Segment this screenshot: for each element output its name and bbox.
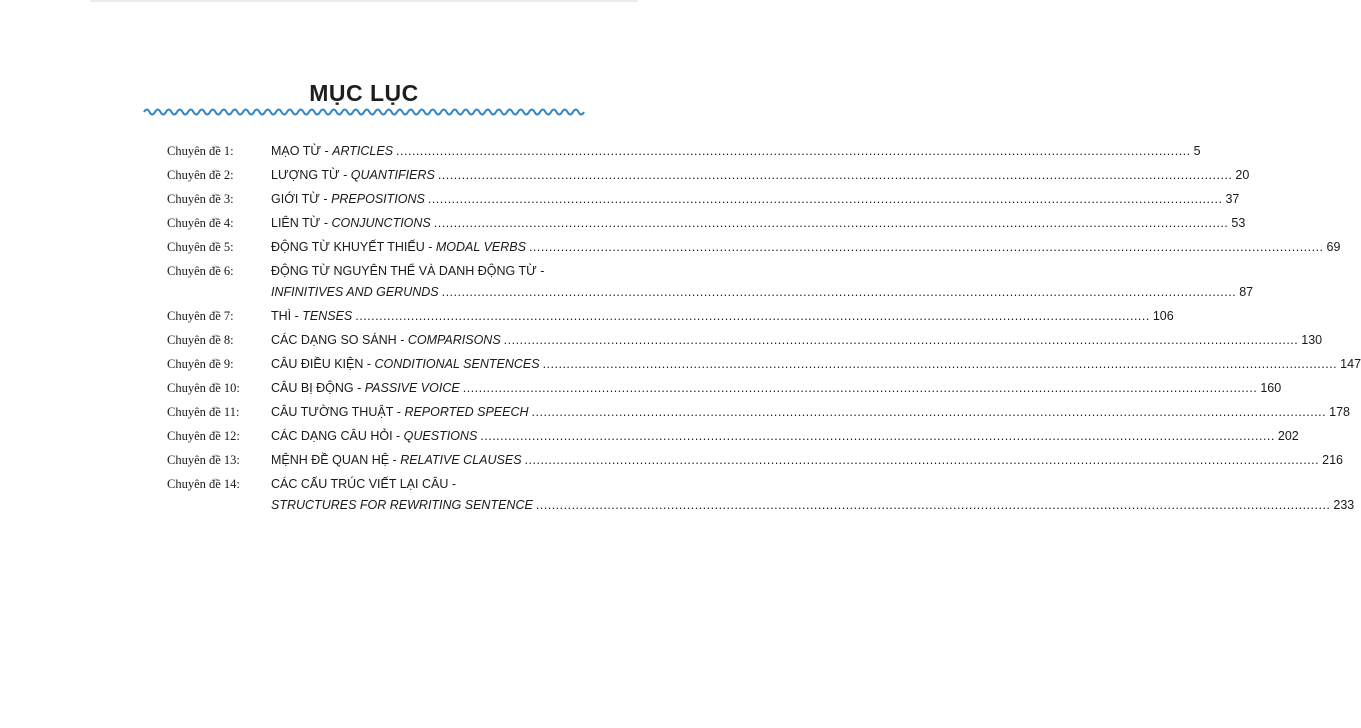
toc-entry-page-number: 69: [1326, 240, 1341, 254]
title-separator: -: [392, 429, 404, 443]
toc-entry-label: Chuyên đề 6:: [167, 264, 234, 278]
leader-dots: ........................................................................................................................................................................................................: [528, 240, 1324, 254]
leader-dots: ........................................................................................................................................................................................................: [355, 309, 1150, 323]
title-separator: -: [353, 381, 365, 395]
toc-entry-label: Chuyên đề 13:: [167, 453, 240, 467]
toc-entry: [0, 264, 1254, 299]
page-top-edge: [90, 0, 638, 2]
title-separator: -: [291, 309, 303, 323]
toc-entry-line: [271, 357, 1361, 371]
toc-entry-label: Chuyên đề 14:: [167, 477, 240, 491]
toc-entry-page-number: 106: [1152, 309, 1174, 323]
leader-dots: ........................................................................................................................................................................................................: [503, 333, 1299, 347]
title-separator: -: [389, 453, 401, 467]
wave-divider: [144, 106, 584, 118]
toc-entry-english-title: TENSES: [302, 309, 353, 323]
toc-entry-label: Chuyên đề 5:: [167, 240, 234, 254]
toc-entry: [0, 333, 1323, 357]
toc-entry-line: [271, 216, 1246, 230]
title-separator: -: [339, 168, 351, 182]
toc-entry-english-title: CONDITIONAL SENTENCES: [374, 357, 540, 371]
toc-entry-label: Chuyên đề 8:: [167, 333, 234, 347]
toc-entry: [0, 453, 1343, 477]
toc-entry-page-number: 160: [1260, 381, 1282, 395]
title-separator: -: [393, 405, 405, 419]
toc-entry-page-number: 37: [1225, 192, 1240, 206]
title-separator: -: [321, 144, 333, 158]
toc-entry-page-number: 202: [1277, 429, 1299, 443]
toc-entry-line: [271, 168, 1250, 182]
toc-entry-first-line: [271, 477, 459, 491]
title-separator: -: [448, 477, 460, 491]
leader-dots: ........................................................................................................................................................................................................: [433, 216, 1229, 230]
toc-entry-line: [271, 192, 1240, 206]
toc-entry-vietnamese-title: LƯỢNG TỪ: [271, 168, 340, 182]
toc-entry-english-title: REPORTED SPEECH: [404, 405, 529, 419]
toc-entry-english-title: MODAL VERBS: [435, 240, 526, 254]
page-title: MỤC LỤC: [309, 80, 419, 106]
toc-entry-line: [271, 309, 1174, 323]
leader-dots: ........................................................................................................................................................................................................: [396, 144, 1191, 158]
toc-entry: [0, 309, 1174, 333]
toc-entry-english-title: STRUCTURES FOR REWRITING SENTENCE: [271, 498, 533, 512]
toc-entry-label: Chuyên đề 3:: [167, 192, 234, 206]
toc-entry-page-number: 130: [1301, 333, 1323, 347]
toc-entry-page-number: 87: [1239, 285, 1254, 299]
toc-entry: [0, 192, 1240, 216]
leader-dots: ........................................................................................................................................................................................................: [542, 357, 1338, 371]
leader-dots: ........................................................................................................................................................................................................: [462, 381, 1258, 395]
title-separator: -: [320, 216, 332, 230]
toc-entry-line: [271, 381, 1282, 395]
toc-entry-second-line: [271, 285, 1254, 299]
toc-entry-line: [271, 144, 1201, 158]
toc-entry-english-title: PASSIVE VOICE: [364, 381, 460, 395]
title-separator: -: [396, 333, 408, 347]
toc-entry-vietnamese-title: GIỚI TỪ: [271, 192, 320, 206]
toc-entry-english-title: PREPOSITIONS: [331, 192, 425, 206]
title-separator: -: [424, 240, 436, 254]
toc-entry: [0, 405, 1350, 429]
toc-entry-label: Chuyên đề 2:: [167, 168, 234, 182]
toc-entry-vietnamese-title: CÂU ĐIỀU KIỆN: [271, 357, 364, 371]
toc-entry-page-number: 20: [1235, 168, 1250, 182]
leader-dots: ........................................................................................................................................................................................................: [427, 192, 1223, 206]
toc-entry-vietnamese-title: LIÊN TỪ: [271, 216, 321, 230]
toc-entry-line: [271, 333, 1323, 347]
title-separator: -: [319, 192, 332, 206]
toc-entry-label: Chuyên đề 1:: [167, 144, 234, 158]
leader-dots: ........................................................................................................................................................................................................: [441, 285, 1237, 299]
toc-entry-second-line: [271, 498, 1355, 512]
toc-entry: [0, 357, 1361, 381]
toc-entry-line: [271, 429, 1299, 443]
toc-entry-vietnamese-title: THÌ: [271, 309, 292, 323]
toc-entry-english-title: INFINITIVES AND GERUNDS: [271, 285, 439, 299]
toc-entry-page-number: 147: [1340, 357, 1361, 371]
toc-entry-vietnamese-title: MẠO TỪ: [271, 144, 322, 158]
toc-entry-line: [271, 405, 1350, 419]
toc-entry-page-number: 178: [1329, 405, 1350, 419]
toc-entry-page-number: 216: [1322, 453, 1343, 467]
toc-entry: [0, 216, 1246, 240]
toc-entry-vietnamese-title: CÁC CẤU TRÚC VIẾT LẠI CÂU: [271, 477, 449, 491]
toc-entry-english-title: RELATIVE CLAUSES: [400, 453, 522, 467]
toc-entry-english-title: CONJUNCTIONS: [331, 216, 431, 230]
toc-entry: [0, 168, 1250, 192]
leader-dots: ........................................................................................................................................................................................................: [531, 405, 1327, 419]
leader-dots: ........................................................................................................................................................................................................: [437, 168, 1233, 182]
title-separator: -: [363, 357, 375, 371]
toc-entry-page-number: 53: [1231, 216, 1246, 230]
toc-entry: [0, 477, 1355, 512]
toc-entry-vietnamese-title: ĐỘNG TỪ KHUYẾT THIẾU: [271, 240, 425, 254]
toc-entry: [0, 381, 1282, 405]
toc-entry-label: Chuyên đề 10:: [167, 381, 240, 395]
toc-entry-vietnamese-title: CÁC DẠNG SO SÁNH: [271, 333, 397, 347]
toc-entry: [0, 429, 1299, 453]
toc-entry-vietnamese-title: MỆNH ĐỀ QUAN HỆ: [271, 453, 390, 467]
toc-entry-label: Chuyên đề 11:: [167, 405, 240, 419]
toc-entry-line: [271, 240, 1341, 254]
toc-entry-label: Chuyên đề 7:: [167, 309, 234, 323]
toc-entry-line: [271, 453, 1343, 467]
leader-dots: ........................................................................................................................................................................................................: [535, 498, 1331, 512]
toc-entry-first-line: [271, 264, 548, 278]
toc-entry-page-number: 5: [1193, 144, 1201, 158]
toc-entry-vietnamese-title: CÂU BỊ ĐỘNG: [271, 381, 354, 395]
toc-entry-english-title: COMPARISONS: [407, 333, 501, 347]
toc-entry-vietnamese-title: ĐỘNG TỪ NGUYÊN THỂ VÀ DANH ĐỘNG TỪ: [271, 264, 537, 278]
title-separator: -: [536, 264, 548, 278]
toc-entry-label: Chuyên đề 12:: [167, 429, 240, 443]
toc-entry-vietnamese-title: CÂU TƯỜNG THUẬT: [271, 405, 394, 419]
toc-entry: [0, 240, 1341, 264]
leader-dots: ........................................................................................................................................................................................................: [524, 453, 1320, 467]
toc-entry-page-number: 233: [1333, 498, 1355, 512]
toc-entry-label: Chuyên đề 9:: [167, 357, 234, 371]
toc-entry-vietnamese-title: CÁC DẠNG CÂU HỎI: [271, 429, 393, 443]
toc-entry: [0, 144, 1201, 168]
toc-entry-english-title: QUESTIONS: [403, 429, 478, 443]
toc-entry-english-title: ARTICLES: [332, 144, 394, 158]
toc-entry-label: Chuyên đề 4:: [167, 216, 234, 230]
toc-entry-english-title: QUANTIFIERS: [350, 168, 435, 182]
leader-dots: ........................................................................................................................................................................................................: [480, 429, 1275, 443]
